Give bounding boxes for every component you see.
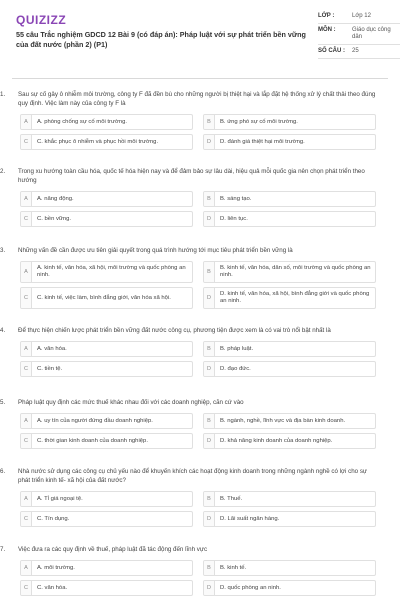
options	[20, 491, 376, 527]
option-c[interactable]	[20, 361, 193, 377]
option-c[interactable]	[20, 134, 193, 150]
meta-row-subject	[318, 24, 400, 45]
option-letter: B	[204, 342, 215, 356]
option-b[interactable]	[203, 114, 376, 130]
option-letter: C	[21, 362, 32, 376]
option-letter: B	[204, 492, 215, 506]
option-text: D. đạo đức.	[220, 365, 251, 372]
question-7	[0, 545, 376, 596]
option-text: D. đánh giá thiệt hại môi trường.	[220, 138, 305, 145]
option-text: A. văn hóa.	[37, 345, 67, 352]
meta-key: LỚP :	[318, 13, 335, 19]
question-text: Trong xu hướng toàn cầu hóa, quốc tế hóa hiện nay và để đảm bảo sự lâu dài, hiệu quả mỗi quốc gia nên chọn phát triển theo hướng	[18, 168, 365, 184]
option-letter: B	[204, 192, 215, 206]
option-text: B. kinh tế.	[220, 564, 247, 571]
question-6	[0, 467, 376, 527]
option-text: D. kinh tế, văn hóa, xã hội, bình đẳng giới và quốc phòng an ninh.	[220, 291, 370, 304]
worksheet-meta	[318, 10, 400, 59]
option-c[interactable]	[20, 211, 193, 227]
option-text: D. khả năng kinh doanh của doanh nghiệp.	[220, 437, 333, 444]
option-text: C. kinh tế, việc làm, bình đẳng giới, văn hóa xã hội.	[37, 294, 171, 301]
option-letter: B	[204, 262, 215, 282]
option-text: D. liên tục.	[220, 215, 248, 222]
option-letter: B	[204, 115, 215, 129]
option-c[interactable]	[20, 433, 193, 449]
question-1	[0, 90, 376, 150]
option-d[interactable]	[203, 211, 376, 227]
option-letter: A	[21, 492, 32, 506]
question-number: 1.	[0, 91, 6, 98]
option-b[interactable]	[203, 413, 376, 429]
question-text: Pháp luật quy định các mức thuế khác nhau đối với các doanh nghiệp, căn cứ vào	[18, 399, 244, 406]
option-text: B. kinh tế, văn hóa, dân số, môi trường và quốc phòng an ninh.	[220, 265, 371, 278]
option-text: C. tiền tệ.	[37, 365, 63, 372]
option-letter: D	[204, 212, 215, 226]
option-letter: D	[204, 512, 215, 526]
option-a[interactable]	[20, 341, 193, 357]
question-text: Để thực hiện chiến lược phát triển bền vững đất nước công cụ, phương tiện được xem là có vai trò nổi bật nhất là	[18, 327, 331, 334]
option-letter: B	[204, 414, 215, 428]
option-b[interactable]	[203, 341, 376, 357]
option-text: A. Tỉ giá ngoại tệ.	[37, 495, 83, 502]
option-d[interactable]	[203, 511, 376, 527]
option-text: B. sáng tạo.	[220, 195, 252, 202]
question-3	[0, 246, 376, 309]
question-number: 3.	[0, 247, 6, 254]
option-b[interactable]	[203, 491, 376, 507]
options	[20, 114, 376, 150]
option-letter: D	[204, 288, 215, 308]
option-letter: D	[204, 581, 215, 595]
option-d[interactable]	[203, 134, 376, 150]
option-letter: C	[21, 434, 32, 448]
option-letter: B	[204, 561, 215, 575]
option-text: B. ứng phó sự cố môi trường.	[220, 118, 298, 125]
option-c[interactable]	[20, 511, 193, 527]
option-text: C. văn hóa.	[37, 584, 68, 591]
option-text: C. bền vững.	[37, 215, 72, 222]
option-text: A. phòng chống sự cố môi trường.	[37, 118, 128, 125]
option-letter: D	[204, 135, 215, 149]
option-letter: A	[21, 561, 32, 575]
option-text: B. ngành, nghề, lĩnh vực và địa bàn kinh doanh.	[220, 417, 346, 424]
option-a[interactable]	[20, 560, 193, 576]
option-a[interactable]	[20, 114, 193, 130]
option-d[interactable]	[203, 580, 376, 596]
options	[20, 341, 376, 377]
question-text: Những vấn đề cần được ưu tiên giải quyết trong quá trình hướng tới mục tiêu phát triển bền vững là	[18, 247, 293, 254]
meta-key: MÔN :	[318, 27, 336, 33]
option-text: C. Tín dụng.	[37, 515, 70, 522]
option-a[interactable]	[20, 191, 193, 207]
question-text: Sau sự cố gây ô nhiễm môi trường, công ty F đã đền bù cho những người bị thiệt hại và lắp đặt hệ thống xử lý chất thải theo đúng quy định. Việc làm này của công ty F là	[18, 91, 376, 107]
option-text: B. pháp luật.	[220, 345, 254, 352]
option-text: A. kinh tế, văn hóa, xã hội, môi trường và quốc phòng an ninh.	[37, 265, 186, 278]
meta-value: Lớp 12	[352, 13, 371, 19]
option-b[interactable]	[203, 191, 376, 207]
option-letter: C	[21, 512, 32, 526]
worksheet-header	[12, 0, 391, 79]
option-letter: D	[204, 434, 215, 448]
option-letter: A	[21, 192, 32, 206]
options	[20, 191, 376, 227]
option-text: B. Thuế.	[220, 495, 243, 502]
option-text: A. môi trường.	[37, 564, 75, 571]
question-number: 5.	[0, 399, 6, 406]
question-number: 6.	[0, 468, 6, 475]
question-number: 2.	[0, 168, 6, 175]
question-5	[0, 398, 376, 449]
option-text: C. khắc phục ô nhiễm và phục hồi môi trường.	[37, 138, 159, 145]
question-2	[0, 167, 376, 227]
question-4	[0, 326, 376, 377]
meta-value: 25	[352, 48, 359, 54]
option-letter: A	[21, 115, 32, 129]
meta-value: Giáo dục công dân	[352, 27, 391, 40]
option-letter: A	[21, 414, 32, 428]
option-d[interactable]	[203, 361, 376, 377]
options	[20, 413, 376, 449]
question-text: Nhà nước sử dụng các công cụ chủ yếu nào để khuyến khích các hoạt động kinh doanh trong những ngành nghề có lợi cho sự phát triển kinh tế- xã hội của đất nước?	[18, 468, 368, 484]
option-text: A. năng động.	[37, 195, 74, 202]
option-a[interactable]	[20, 491, 193, 507]
option-text: A. uy tín của người đứng đầu doanh nghiệp.	[37, 417, 153, 424]
options	[20, 261, 376, 309]
option-letter: C	[21, 135, 32, 149]
option-d[interactable]	[203, 287, 376, 309]
meta-row-count	[318, 45, 400, 59]
meta-key: SỐ CÂU :	[318, 48, 345, 54]
option-a[interactable]	[20, 413, 193, 429]
question-number: 4.	[0, 327, 6, 334]
option-d[interactable]	[203, 433, 376, 449]
quizizz-logo: QUIZIZZ	[16, 13, 67, 27]
question-text: Việc đưa ra các quy định về thuế, pháp luật đã tác động đến lĩnh vực	[18, 546, 208, 553]
option-text: C. thời gian kinh doanh của doanh nghiệp.	[37, 437, 148, 444]
option-letter: C	[21, 212, 32, 226]
option-letter: C	[21, 581, 32, 595]
option-b[interactable]	[203, 261, 376, 283]
meta-row-grade	[318, 10, 400, 24]
option-letter: C	[21, 288, 32, 308]
option-text: D. Lãi suất ngân hàng.	[220, 515, 280, 522]
option-text: D. quốc phòng an ninh.	[220, 584, 281, 591]
worksheet-title: 55 câu Trắc nghiệm GDCD 12 Bài 9 (có đáp án): Pháp luật với sự phát triển bền vững của đất nước (phần 2) (P1)	[16, 30, 306, 49]
option-letter: A	[21, 342, 32, 356]
option-letter: D	[204, 362, 215, 376]
option-letter: A	[21, 262, 32, 282]
option-c[interactable]	[20, 287, 193, 309]
option-a[interactable]	[20, 261, 193, 283]
question-number: 7.	[0, 546, 6, 553]
options	[20, 560, 376, 596]
option-b[interactable]	[203, 560, 376, 576]
option-c[interactable]	[20, 580, 193, 596]
